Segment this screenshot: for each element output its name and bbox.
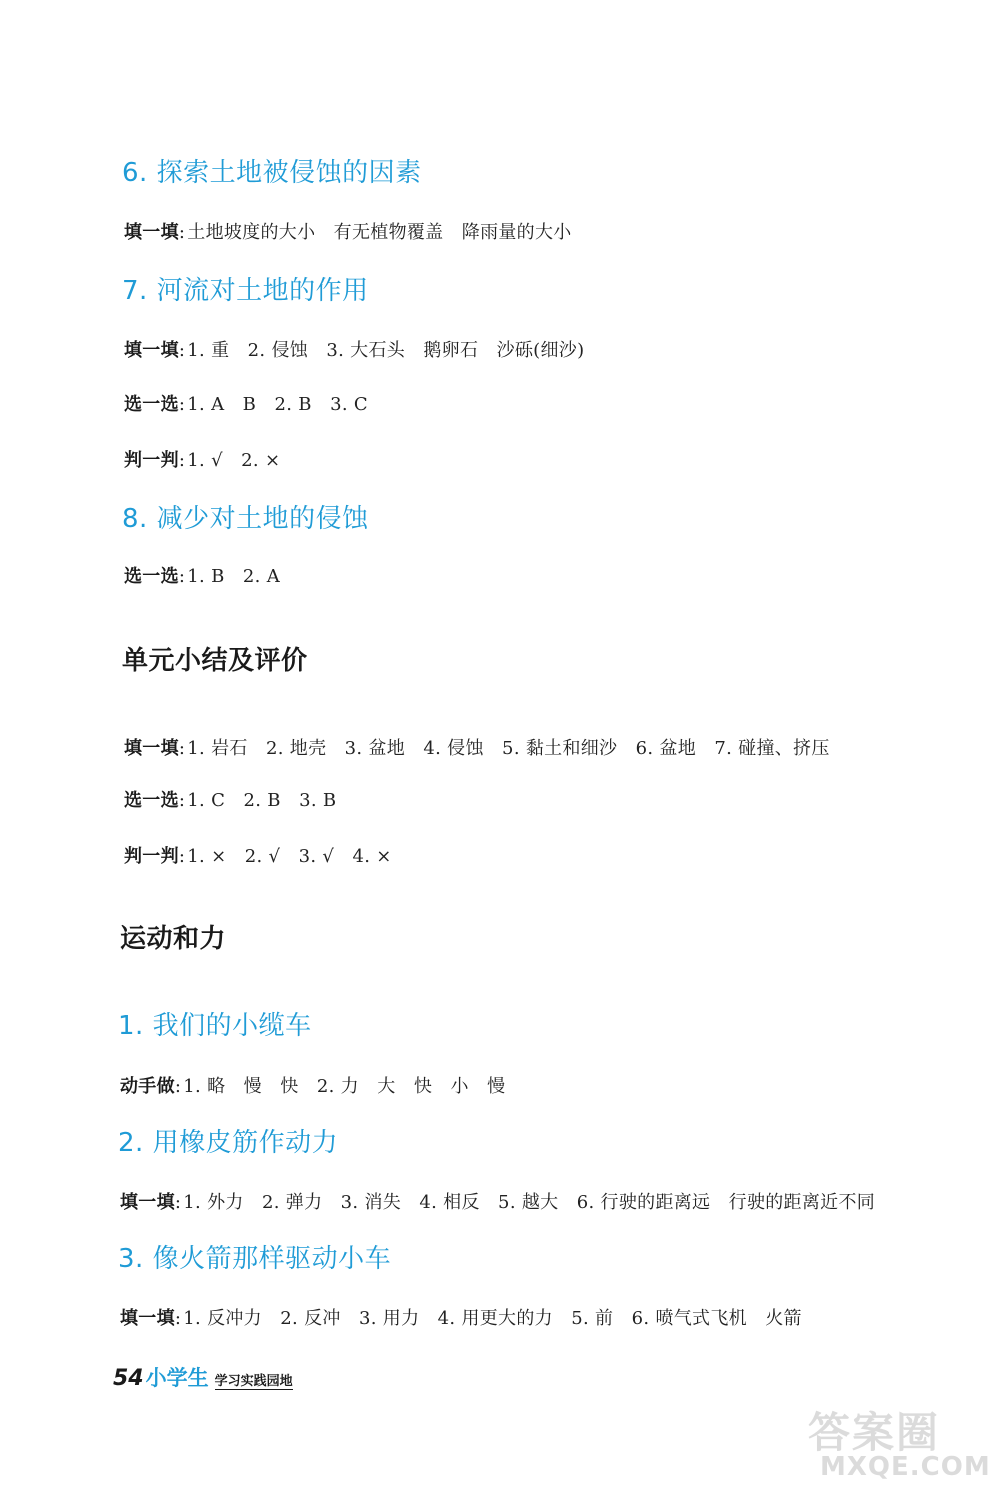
answer-line: 选一选: 1. A B 2. B 3. C — [124, 394, 368, 415]
answer-text: 1. √ 2. × — [187, 450, 281, 471]
section-title-2: 2. 用橡皮筋作动力 — [118, 1128, 339, 1158]
unit-summary-title: 单元小结及评价 — [122, 646, 308, 676]
watermark-url: MXQE.COM — [820, 1452, 991, 1482]
answer-line: 填一填: 土地坡度的大小 有无植物覆盖 降雨量的大小 — [124, 222, 572, 243]
answer-label: 填一填 — [124, 340, 179, 361]
answer-text: 1. B 2. A — [187, 566, 280, 587]
brand-logo: 小学生 — [145, 1366, 209, 1390]
answer-line: 判一判: 1. × 2. √ 3. √ 4. × — [124, 846, 392, 867]
answer-label: 填一填 — [124, 738, 179, 759]
answer-line: 填一填: 1. 外力 2. 弹力 3. 消失 4. 相反 5. 越大 6. 行驶的距离远 行驶的距离近不同 — [120, 1192, 876, 1213]
answer-label: 选一选 — [124, 566, 179, 587]
answer-label: 判一判 — [124, 846, 179, 867]
answer-text: 1. × 2. √ 3. √ 4. × — [187, 846, 392, 867]
section-title-6: 6. 探索土地被侵蚀的因素 — [122, 158, 422, 188]
answer-label: 填一填 — [120, 1308, 175, 1329]
section-title-8: 8. 减少对土地的侵蚀 — [122, 504, 369, 534]
answer-line: 动手做: 1. 略 慢 快 2. 力 大 快 小 慢 — [120, 1076, 506, 1097]
brand-subtitle: 学习实践园地 — [214, 1374, 293, 1389]
section-title-3: 3. 像火箭那样驱动小车 — [118, 1244, 392, 1274]
answer-line: 判一判: 1. √ 2. × — [124, 450, 281, 471]
unit-title-motion-force: 运动和力 — [120, 924, 227, 954]
answer-text: 1. 反冲力 2. 反冲 3. 用力 4. 用更大的力 5. 前 6. 喷气式飞机 火箭 — [183, 1308, 802, 1329]
answer-line: 填一填: 1. 岩石 2. 地壳 3. 盆地 4. 侵蚀 5. 黏土和细沙 6. 盆地 7. 碰撞、挤压 — [124, 738, 830, 759]
answer-label: 填一填 — [124, 222, 179, 243]
page-number: 54 — [113, 1366, 144, 1391]
answer-line: 选一选: 1. B 2. A — [124, 566, 280, 587]
answer-text: 1. 重 2. 侵蚀 3. 大石头 鹅卵石 沙砾(细沙) — [187, 340, 585, 361]
answer-text: 1. 岩石 2. 地壳 3. 盆地 4. 侵蚀 5. 黏土和细沙 6. 盆地 7. 碰撞、挤压 — [187, 738, 830, 759]
answer-label: 选一选 — [124, 790, 179, 811]
answer-line: 填一填: 1. 反冲力 2. 反冲 3. 用力 4. 用更大的力 5. 前 6. 喷气式飞机 火箭 — [120, 1308, 802, 1329]
answer-label: 判一判 — [124, 450, 179, 471]
answer-text: 1. 略 慢 快 2. 力 大 快 小 慢 — [183, 1076, 506, 1097]
answer-line: 填一填: 1. 重 2. 侵蚀 3. 大石头 鹅卵石 沙砾(细沙) — [124, 340, 585, 361]
page-footer — [113, 1362, 293, 1392]
answer-text: 土地坡度的大小 有无植物覆盖 降雨量的大小 — [187, 222, 572, 243]
watermark — [790, 1400, 990, 1490]
answer-line: 选一选: 1. C 2. B 3. B — [124, 790, 337, 811]
section-title-7: 7. 河流对土地的作用 — [122, 276, 369, 306]
answer-text: 1. A B 2. B 3. C — [187, 394, 368, 415]
watermark-title: 答案圈 — [808, 1408, 941, 1457]
answer-label: 填一填 — [120, 1192, 175, 1213]
answer-label: 选一选 — [124, 394, 179, 415]
answer-text: 1. 外力 2. 弹力 3. 消失 4. 相反 5. 越大 6. 行驶的距离远 行驶的距离近不同 — [183, 1192, 876, 1213]
answer-text: 1. C 2. B 3. B — [187, 790, 337, 811]
section-title-1: 1. 我们的小缆车 — [118, 1011, 312, 1041]
answer-label: 动手做 — [120, 1076, 175, 1097]
